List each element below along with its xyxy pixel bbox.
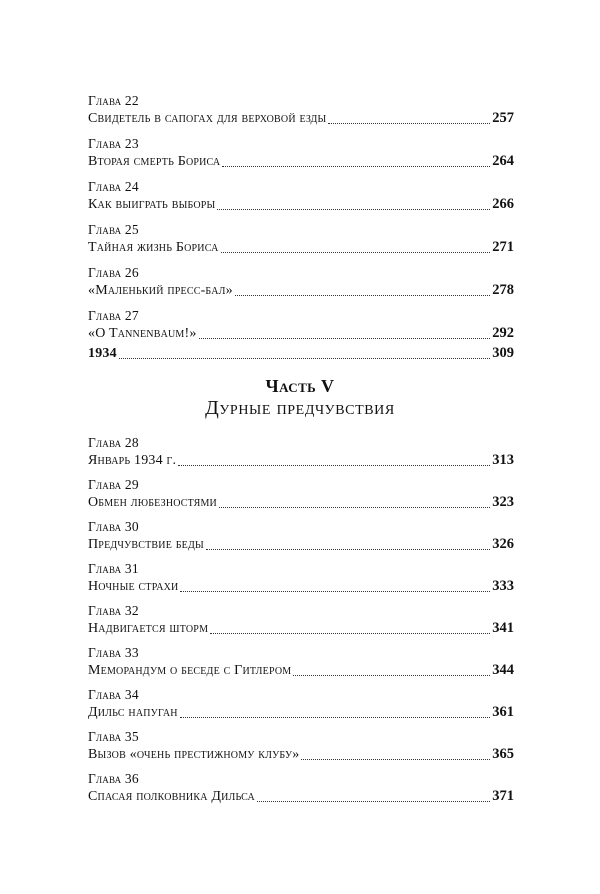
chapter-title: Дильс напуган xyxy=(88,705,178,720)
dot-leader xyxy=(210,632,490,634)
dot-leader xyxy=(293,674,490,676)
year-row xyxy=(88,344,514,363)
page-number: 292 xyxy=(492,325,514,341)
chapter-number: Глава 26 xyxy=(88,265,139,280)
toc-row xyxy=(88,152,514,171)
chapter-title: Как выиграть выборы xyxy=(88,197,216,212)
toc-row xyxy=(88,619,514,638)
dot-leader xyxy=(222,165,490,167)
chapter-title: Январь 1934 г. xyxy=(88,453,177,468)
chapter-title: Вызов «очень престижному клубу» xyxy=(88,747,300,762)
page-number: 257 xyxy=(492,110,514,126)
dot-leader xyxy=(206,548,490,550)
year-title: 1934 xyxy=(88,346,117,361)
page-number: 266 xyxy=(492,196,514,212)
toc-row xyxy=(88,238,514,257)
chapter-number: Глава 36 xyxy=(88,771,139,786)
dot-leader xyxy=(217,208,490,210)
part-heading xyxy=(0,376,600,420)
chapter-title: Свидетель в сапогах для верховой езды xyxy=(88,111,327,126)
page-number: 264 xyxy=(492,153,514,169)
toc-entry xyxy=(88,728,514,770)
page-number: 333 xyxy=(492,578,514,594)
toc-row xyxy=(88,195,514,214)
chapter-title: Меморандум о беседе с Гитлером xyxy=(88,663,292,678)
toc-row xyxy=(88,577,514,596)
toc-row xyxy=(88,493,514,512)
toc-lower xyxy=(88,434,514,812)
toc-row xyxy=(88,281,514,300)
toc-entry xyxy=(88,644,514,686)
chapter-title: «O Tannenbaum!» xyxy=(88,326,197,341)
dot-leader xyxy=(180,716,491,718)
page-number: 365 xyxy=(492,746,514,762)
chapter-number: Глава 22 xyxy=(88,93,139,108)
dot-leader xyxy=(221,251,491,253)
page-number: 313 xyxy=(492,452,514,468)
toc-entry xyxy=(88,518,514,560)
chapter-number: Глава 25 xyxy=(88,222,139,237)
dot-leader xyxy=(235,294,490,296)
chapter-title: Вторая смерть Бориса xyxy=(88,154,221,169)
toc-entry xyxy=(88,135,514,178)
page-number: 271 xyxy=(492,239,514,255)
toc-row xyxy=(88,745,514,764)
chapter-title: Обмен любезностями xyxy=(88,495,217,510)
dot-leader xyxy=(219,506,490,508)
dot-leader xyxy=(301,758,490,760)
chapter-number: Глава 27 xyxy=(88,308,139,323)
toc-entry xyxy=(88,264,514,307)
toc-row xyxy=(88,451,514,470)
toc-entry xyxy=(88,560,514,602)
toc-row xyxy=(88,787,514,806)
toc-entry xyxy=(88,178,514,221)
page-number: 326 xyxy=(492,536,514,552)
page-number: 309 xyxy=(492,345,514,361)
dot-leader xyxy=(199,337,491,339)
toc-row xyxy=(88,535,514,554)
chapter-number: Глава 33 xyxy=(88,645,139,660)
toc-row xyxy=(88,703,514,722)
chapter-number: Глава 24 xyxy=(88,179,139,194)
toc-row xyxy=(88,324,514,343)
toc-entry xyxy=(88,770,514,812)
toc-entry xyxy=(88,307,514,344)
dot-leader xyxy=(328,122,490,124)
chapter-title: Надвигается шторм xyxy=(88,621,209,636)
chapter-number: Глава 31 xyxy=(88,561,139,576)
toc-entry xyxy=(88,92,514,135)
page-number: 278 xyxy=(492,282,514,298)
chapter-number: Глава 34 xyxy=(88,687,139,702)
dot-leader xyxy=(178,464,490,466)
part-label: Часть V xyxy=(265,376,335,396)
chapter-title: Спасая полковника Дильса xyxy=(88,789,255,804)
chapter-number: Глава 30 xyxy=(88,519,139,534)
chapter-title: «Маленький пресс-бал» xyxy=(88,283,233,298)
chapter-number: Глава 23 xyxy=(88,136,139,151)
page-number: 341 xyxy=(492,620,514,636)
chapter-title: Тайная жизнь Бориса xyxy=(88,240,219,255)
chapter-title: Предчувствие беды xyxy=(88,537,204,552)
dot-leader xyxy=(257,800,490,802)
dot-leader xyxy=(180,590,490,592)
toc-upper xyxy=(88,92,514,363)
toc-entry xyxy=(88,221,514,264)
toc-entry xyxy=(88,686,514,728)
page-number: 371 xyxy=(492,788,514,804)
chapter-title: Ночные страхи xyxy=(88,579,179,594)
chapter-number: Глава 32 xyxy=(88,603,139,618)
toc-entry xyxy=(88,602,514,644)
toc-row xyxy=(88,661,514,680)
dot-leader xyxy=(119,357,490,359)
toc-entry xyxy=(88,434,514,476)
toc-row xyxy=(88,109,514,128)
page-number: 323 xyxy=(492,494,514,510)
chapter-number: Глава 35 xyxy=(88,729,139,744)
chapter-number: Глава 29 xyxy=(88,477,139,492)
part-title: Дурные предчувствия xyxy=(205,397,395,419)
page-number: 344 xyxy=(492,662,514,678)
toc-entry xyxy=(88,476,514,518)
page-number: 361 xyxy=(492,704,514,720)
chapter-number: Глава 28 xyxy=(88,435,139,450)
